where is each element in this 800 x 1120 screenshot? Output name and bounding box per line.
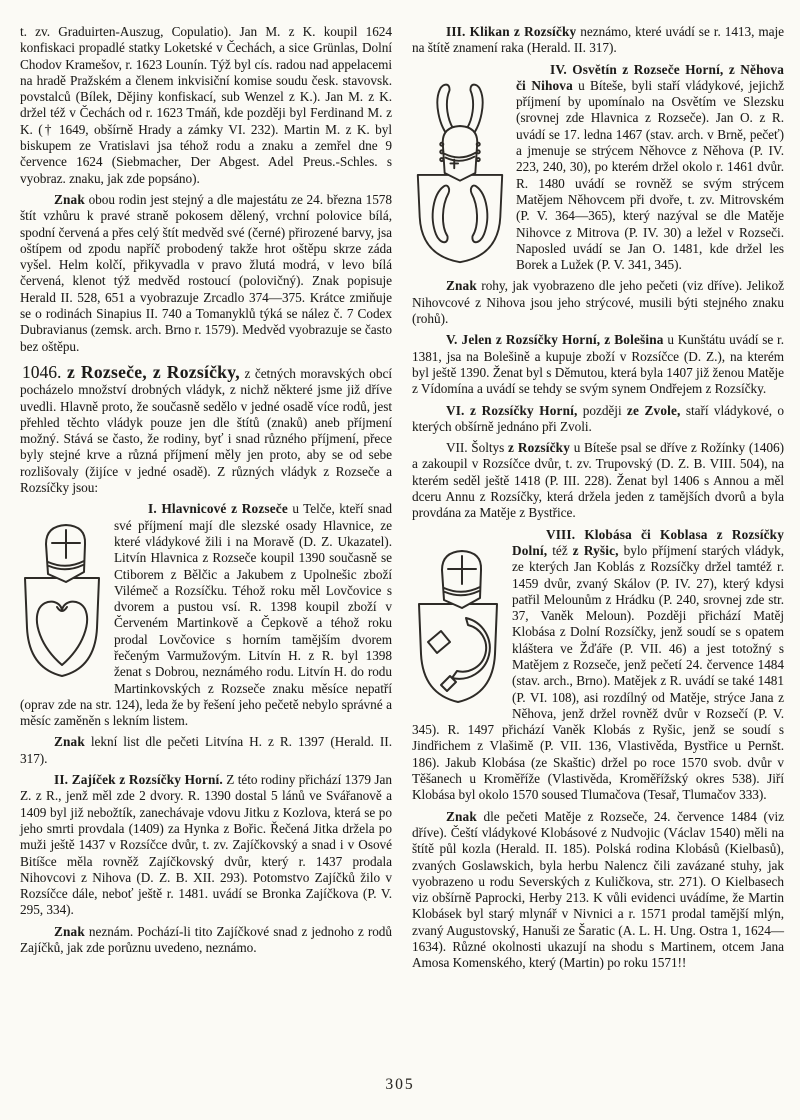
page-number: 305 xyxy=(385,1076,415,1093)
znak-lead: Znak xyxy=(446,808,477,824)
section-head-secondary: z Ryšic, xyxy=(572,542,619,558)
body-text: t. zv. Graduirten-Auszug, Copulatio). Jan M. z K. koupil 1624 konfiskaci propadlé statky Loketské v Čechách, a sice Grünlas, Dolní Chodov Kramešov, r. 1623 Lounín. Týž byl cís. radou nad appelacemi na hradě Pražském a členem inkvisiční komise soudu česk. stavovsk. povstalců (Bílek, Dějiny konfiskací, sub Wenzel z K.). Jan M. z K. držel též v Čechách od r. 1623 Tmáň, kde později byl Ferdinand M. z K. († 1649, obšírně Hrady a zámky VI. 232). Martin M. z K. byl biskupem ze Vratislavi jsa téhož rodu a znaku a zemřel dne 9 července 1624 (Siebmacher, Der Abgest. Adel Preus.-Schles. s vyobraz. znaku, jak zde popsáno). xyxy=(20,24,392,186)
paragraph-section-i xyxy=(20,501,392,729)
shield-water-lily-leaf-icon xyxy=(20,518,104,688)
body-text: neznám. Pochází-li tito Zajíčkové snad z jednoho z rodů Zajíčků, jak zde porůznu uvedeno, neznámo. xyxy=(20,923,392,956)
section-prefix: VII. Šoltys xyxy=(446,440,508,456)
body-text: později xyxy=(577,402,627,418)
znak-lead: Znak xyxy=(446,278,477,294)
body-text: staří vládykové, o kterých obšírně jednáno při Zvoli. xyxy=(412,402,784,434)
paragraph-continuation xyxy=(20,24,392,187)
body-text: dle pečeti Matěje z Rozseče, 24. července 1484 (viz dříve). Čeští vládykové Klobásové z Nudvojic (Václav 1540) měli na štítě půl kozla (Herald. II. 185). Polská rodina Klobásů (Kielbasů), zvaných Goslawskich, byla herbu Nalencz čili zavázané stuhy, jak vyobrazeno u rodu Severských z Kuličkova, str. 271). O Kielbasech viz obšírně Paprocki, Herby 213. K vůli evidenci uvádíme, že Martin Klobásek byl starý mlynář v Nivnici a r. 1571 prodal tamější mlýn, zvaný Augustovský, Hanuši ze Šaratic (A. L. H. Ung. Ostra 1, 1624—1634). Různé okolnosti ukazují na shodu s Martinem, otcem Jana Amosa Komenského, který (Martin) po roku 1571!! xyxy=(412,808,784,971)
paragraph-section-iii xyxy=(412,24,784,57)
body-text: u Bíteše psal se dříve z Rožínky (1406) a zakoupil v Rozsíčce dvůr, t. zv. Trupovský (D. Z. B. VIII. 504), na kterém seděl ještě 1418 (P. III. 228). Ženat byl 1406 s Annou a měl dceru Annu z Rozsíčky, která držela jeden z tamějších dvorů a byla provdána za Matěje z Bystřice. xyxy=(412,440,784,521)
hlavnicove-coat-of-arms-figure xyxy=(20,518,104,688)
znak-lead: Znak xyxy=(54,734,85,750)
paragraph-znak-lekni xyxy=(20,734,392,767)
section-head: II. Zajíček z Rozsíčky Horní. xyxy=(54,772,223,788)
paragraph-section-v xyxy=(412,332,784,397)
paragraph-znak-rohy xyxy=(412,278,784,327)
paragraph-section-vi xyxy=(412,403,784,436)
shield-two-horns-icon xyxy=(412,79,508,267)
znak-lead: Znak xyxy=(54,191,85,207)
osvetin-coat-of-arms-figure xyxy=(412,79,508,267)
section-head: VI. z Rozsíčky Horní, xyxy=(446,402,578,418)
left-column xyxy=(20,24,392,977)
paragraph-section-viii xyxy=(412,527,784,804)
paragraph-znak-neznam xyxy=(20,924,392,957)
body-text: u Kunštátu uvádí se r. 1381, jsa na Bolešině a kupuje zboží v Rozsíčce (D. Z.), na kterém byl ještě 1390. Ženat byl s Děmutou, která byla 1407 již ženou Matěje z Vídomína a uvádí se tehdy se svým synem Ondřejem z Rozsíčky. xyxy=(412,332,784,397)
znak-lead: Znak xyxy=(54,923,85,939)
section-head: z Rozsíčky xyxy=(507,440,571,456)
body-text: lekní list dle pečeti Litvína H. z R. 1397 (Herald. II. 317). xyxy=(20,734,392,766)
section-head: V. Jelen z Rozsíčky Horní, z Bolešina xyxy=(446,332,664,348)
two-column-layout xyxy=(20,24,784,977)
paragraph-section-iv xyxy=(412,62,784,274)
paragraph-section-vii xyxy=(412,440,784,521)
section-head: IV. Osvětín z Rozseče Horní, z Něhova či Nihova xyxy=(516,61,784,93)
section-head: VIII. Klobása či Koblasa z Rozsíčky Dolní, xyxy=(512,526,784,558)
section-heading-1046 xyxy=(20,361,393,496)
body-text: Z této rodiny přichází 1379 Jan Z. z R., jenž měl zde 2 dvory. R. 1390 dostal 5 lánů ve Svářanově a 1409 byl již nebožtík, zanechávaje vdovu Jitku z Kozlova, která se po jeho smrti provdala (1409) za Hynka z Bořic. Řečená Jitka držela po muži ještě 1437 v Rozsíčce dvůr, t. zv. Zajíčkovský a snad i v Osové Bitíšce měla rovněž Zajíčkovský dvůr, který r. 1437 prodala Nihovcovi z Nihova (D. Z. B. XII. 293). Potomstvo Zajíčků žilo v Rozsíčce dále, neboť ještě r. 1481. uvádí se Bronka Zajíčkova (P. V. 295, 334). xyxy=(20,772,392,918)
shield-sickle-and-diamond-icon xyxy=(412,544,504,714)
section-head: I. Hlavnicové z Rozseče xyxy=(148,501,288,517)
body-text: rohy, jak vyobrazeno dle jeho pečeti (viz dříve). Jelikož Nihovcové z Nihova jsou jeho strýcové, musili býti stejného znaku (rohů). xyxy=(412,278,784,327)
body-text: u Bíteše, byli staří vládykové, jejichž příjmení by upomínalo na Osvětím ve Slezsku (srovnej zde Hlavnica z Rozseče). Jan O. z R. uvádí se 17. ledna 1467 (stav. arch. v Brně, pečeť) a jmenuje se strýcem Něhovce z Něhova (P. IV. 223, 240, 30), po kterém držel okolo r. 1461 dvůr. R. 1480 uvádí se rovněž se svým strýcem Matějem Něhovcem při dvoře, t. zv. Mitrovském (P. V. 364—365), který nazýval se dle Matěje Nihovce z Mitrova (P. IV. 30) a ležel v Rozseči. Naposled uvádí se Jan O. 1481, kde držel les Borek a Lužek (P. V. 341, 345). xyxy=(516,77,785,273)
paragraph-znak-pecet xyxy=(412,809,784,972)
body-text: též xyxy=(547,542,573,558)
body-text: z četných moravských obcí pocházelo množství drobných vládyk, z nichž některé jsme již dříve uvedli. Hlavně proto, že současně sedělo v jedné osadě více rodů, jest přehled těchto vládyk pouze jen dle štítů (znaků) aneb příjmení možný. Stává se často, že rodiny, byť i snad různého příjmení, přece byly stejné krve a různá příjmení měly jen proto, aby se od sebe rozlišovaly (žijíce v jedné osadě). Z různých vládyk z Rozseče a Rozsíčky jsou: xyxy=(20,365,393,496)
paragraph-znak-majestat xyxy=(20,192,392,355)
body-text: u Telče, kteří snad své příjmení mají dle slezské osady Hlavnice, ze které vládykové žili i na Moravě (D. Z. Ukazatel). Litvín Hlavnica z Rozseče koupil 1390 současně se Ctiborem z Bělčic a Jakubem z Upolnešic zboží Vilémeč a Rozsíčku. Téhož roku měl Lovčovice s dvorem a pustou vsí. R. 1398 koupil zboží v Červeném Martinkově a Čepkově a téhož roku prodal Lovčovice s horním tamějším dvorem řečeným Varmužovým. Litvín H. z R. byl 1398 ženat s Dobrou, neznámého rodu. Litvín H. do rodu Martinkovských z Rozseče znaku měsíce nepatří (oprav zde na str. 124), leda že by řešení jeho pečetě nebylo správné a měsíc zaměněn s lekním listem. xyxy=(20,501,392,729)
body-text: bylo příjmení starých vládyk, ze kterých Jan Koblás z Rozsíčky držel tamtéž r. 1459 dvůr, zvaný Skálov (P. IV. 27), který kdysi patřil Melounům z Hrádku (P. 240, srovnej zde str. 37, Vaněk Meloun). Později přichází Matěj Klobása z Dolní Rozsíčky, jenž soudí se s opatem kláštera ve Žďáře (P. VII. 46) a jest totožný s Matějem z Rozseče, jenž pečetí 24. července 1484 (stav. arch., Brno). Matějek z R. uvádí se také 1481 (P. VI. 108), asi rozdílný od Matěje, strýce Jana z Něhova, jenž držel rovněž dvůr v Rozsečí (P. V. 345). R. 1497 přichází Vaněk Klobás z Ryšic, jenž se soudí s Jindřichem z Vlašimě (P. VII. 136, Vlastivěda, Bystřice u Pernšt. 186). Jakub Klobása (ze Skaštic) držel po roce 1570 svob. dvůr v Těšanech u Kroměříže (Vlastivěda, Kroměřížský okres 538). Jiří Klobása byl okolo 1570 soused Tlumačova (Tesař, Tlumačov 333). xyxy=(412,542,784,803)
body-text: neznámo, které uvádí se r. 1413, maje na štítě znamení raka (Herald. II. 317). xyxy=(412,24,785,56)
paragraph-section-ii xyxy=(20,772,392,919)
right-column xyxy=(412,24,784,977)
section-head-secondary: ze Zvole, xyxy=(626,402,681,418)
section-number: 1046. xyxy=(22,361,67,382)
section-title: z Rozseče, z Rozsíčky, xyxy=(66,361,240,382)
section-head: III. Klikan z Rozsíčky xyxy=(446,24,577,39)
klobasa-coat-of-arms-figure xyxy=(412,544,504,714)
body-text: obou rodin jest stejný a dle majestátu ze 24. března 1578 štít vzhůru k pravé straně pokosem dělený, vrchní polovice bílá, spodní červená a přes celý štít medvěd své (černé) přirozené barvy, jsa oštípem od zpodu napříč probodený takže hrot oštěpu skrze záda vyšel. Helm kolčí, přikyvadla v pravo žlutá modrá, v levo bílá červená, klenot týž medvěd rostoucí (polovičný). Znak popisuje Herald II. 528, 651 a vyobrazuje Zrcadlo 374—375. Krátce zmiňuje se o rodinách Sinapius II. 740 a Tomanyklů týká se nález č. 7 Codex Dubravianus (zemsk. arch. Brno r. 1579). Medvěd vyobrazuje se často bez oštěpu. xyxy=(20,191,392,354)
